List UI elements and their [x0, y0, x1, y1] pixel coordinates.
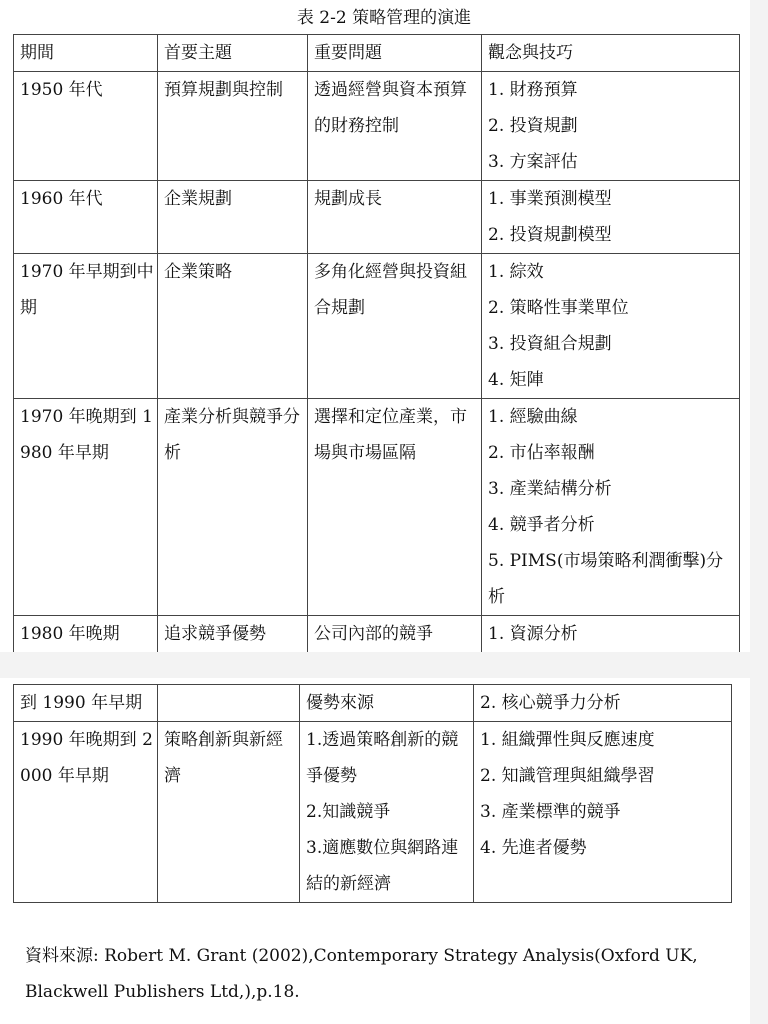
period-cell — [14, 72, 158, 181]
issue-cell — [308, 254, 482, 399]
period-cell — [14, 722, 158, 903]
issue-cell-text: 規劃成長 — [314, 189, 382, 209]
issue-cell-text: 1.透過策略創新的競爭優勢 — [306, 730, 459, 786]
page-margin-right — [750, 0, 768, 1024]
issue-cell-text: 2.知識競爭 — [306, 802, 391, 822]
theme-cell — [158, 722, 300, 903]
issue-cell-text: 選擇和定位產業，市場與市場區隔 — [314, 407, 467, 463]
table-caption: 表 2-2 策略管理的演進 — [296, 8, 472, 28]
issue-cell-text: 3.適應數位與網路連結的新經濟 — [306, 838, 459, 894]
concept-item: 3. 方案評估 — [488, 152, 578, 172]
issue-cell-text: 多角化經營與投資組合規劃 — [314, 262, 467, 318]
concept-item: 2. 投資規劃 — [488, 116, 578, 136]
theme-cell-text: 策略創新與新經濟 — [164, 730, 283, 786]
table-row — [14, 72, 740, 181]
concept-item: 5. PIMS(市場策略利潤衝擊)分析 — [488, 551, 724, 607]
issue-cell — [300, 685, 474, 722]
issue-cell-text: 透過經營與資本預算的財務控制 — [314, 80, 467, 136]
period-cell-text: 1990 年晚期到 2000 年早期 — [20, 730, 153, 786]
column-header: 首要主題 — [158, 35, 308, 72]
concepts-cell — [482, 254, 740, 399]
concepts-cell — [482, 181, 740, 254]
concept-item: 4. 先進者優勢 — [480, 838, 587, 858]
issue-cell — [300, 722, 474, 903]
theme-cell-text: 企業策略 — [164, 262, 232, 282]
concept-item: 1. 組織彈性與反應速度 — [480, 730, 655, 750]
concepts-cell — [474, 685, 732, 722]
issue-cell — [308, 616, 482, 653]
concept-item: 2. 知識管理與組織學習 — [480, 766, 655, 786]
table-row — [14, 181, 740, 254]
column-header: 期間 — [14, 35, 158, 72]
period-cell-text: 1980 年晚期 — [20, 624, 120, 644]
theme-cell-text: 產業分析與競爭分析 — [164, 407, 300, 463]
period-cell-text: 1970 年早期到中期 — [20, 262, 154, 318]
issue-cell — [308, 72, 482, 181]
page-break — [0, 652, 768, 678]
theme-cell — [158, 685, 300, 722]
concept-item: 1. 綜效 — [488, 262, 544, 282]
theme-cell-text: 企業規劃 — [164, 189, 232, 209]
concept-item: 4. 競爭者分析 — [488, 515, 595, 535]
period-cell — [14, 254, 158, 399]
concepts-cell — [474, 722, 732, 903]
period-cell — [14, 685, 158, 722]
period-cell-text: 到 1990 年早期 — [20, 693, 143, 713]
theme-cell — [158, 181, 308, 254]
theme-cell — [158, 254, 308, 399]
concept-item: 2. 核心競爭力分析 — [480, 693, 621, 713]
concepts-cell — [482, 399, 740, 616]
evolution-table — [13, 34, 740, 653]
column-header: 重要問題 — [308, 35, 482, 72]
concept-item: 4. 矩陣 — [488, 370, 544, 390]
period-cell-text: 1960 年代 — [20, 189, 103, 209]
period-cell-text: 1970 年晚期到 1980 年早期 — [20, 407, 153, 463]
column-header: 觀念與技巧 — [482, 35, 740, 72]
concept-item: 1. 事業預測模型 — [488, 189, 612, 209]
issue-cell — [308, 399, 482, 616]
concept-item: 1. 財務預算 — [488, 80, 578, 100]
period-cell — [14, 181, 158, 254]
issue-cell-text: 優勢來源 — [306, 693, 374, 713]
theme-cell — [158, 616, 308, 653]
issue-cell — [308, 181, 482, 254]
table-row — [14, 399, 740, 616]
issue-cell-text: 公司內部的競爭 — [314, 624, 433, 644]
theme-cell-text: 預算規劃與控制 — [164, 80, 283, 100]
table-row — [14, 616, 740, 653]
concept-item: 3. 投資組合規劃 — [488, 334, 612, 354]
concept-item: 3. 產業結構分析 — [488, 479, 612, 499]
period-cell — [14, 399, 158, 616]
concepts-cell — [482, 616, 740, 653]
header-row — [14, 35, 740, 72]
theme-cell-text: 追求競爭優勢 — [164, 624, 266, 644]
period-cell — [14, 616, 158, 653]
theme-cell — [158, 72, 308, 181]
theme-cell — [158, 399, 308, 616]
table-row — [14, 254, 740, 399]
concept-item: 2. 投資規劃模型 — [488, 225, 612, 245]
concept-item: 1. 經驗曲線 — [488, 407, 578, 427]
concept-item: 2. 市佔率報酬 — [488, 443, 595, 463]
table-row — [14, 722, 732, 903]
concept-item: 3. 產業標準的競爭 — [480, 802, 621, 822]
concept-item: 1. 資源分析 — [488, 624, 578, 644]
concepts-cell — [482, 72, 740, 181]
period-cell-text: 1950 年代 — [20, 80, 103, 100]
source-note: 資料來源: Robert M. Grant (2002),Contemporary Strategy Analysis(Oxford UK, Blackwell Publishers Ltd,),p.18. — [25, 946, 698, 1002]
evolution-table-continued — [13, 684, 732, 903]
table-row — [14, 685, 732, 722]
concept-item: 2. 策略性事業單位 — [488, 298, 629, 318]
